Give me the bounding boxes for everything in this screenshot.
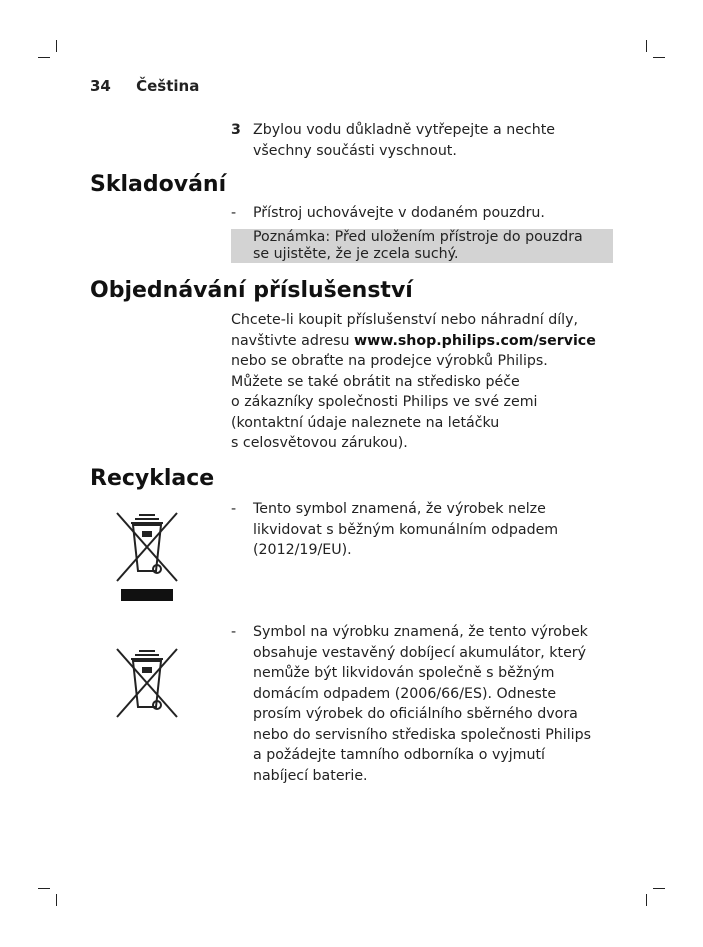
para-line: nebo se obraťte na prodejce výrobků Philips. bbox=[231, 353, 548, 369]
crop-mark bbox=[646, 894, 647, 906]
bullet-line: obsahuje vestavěný dobíjecí akumulátor, který bbox=[253, 644, 587, 661]
crop-mark bbox=[56, 40, 57, 52]
para-line: Můžete se také obrátit na středisko péče bbox=[231, 373, 520, 390]
step-number: 3 bbox=[231, 122, 241, 138]
para-line bbox=[231, 331, 611, 352]
bullet-line: nemůže být likvidován společně s běžným bbox=[253, 665, 555, 681]
para-line: s celosvětovou zárukou). bbox=[231, 435, 408, 451]
note-line: se ujistěte, že je zcela suchý. bbox=[253, 246, 459, 262]
bullet-line: a požádejte tamního odborníka o vyjmutí bbox=[253, 747, 546, 763]
para-line: (kontaktní údaje naleznete na letáčku bbox=[231, 414, 500, 431]
bullet-text: Přístroj uchovávejte v dodaném pouzdru. bbox=[253, 205, 545, 221]
crop-mark bbox=[653, 888, 665, 889]
section-title-recycling: Recyklace bbox=[90, 466, 215, 491]
bullet-dash: - bbox=[231, 205, 237, 221]
step-text-line: Zbylou vodu důkladně vytřepejte a nechte bbox=[253, 122, 556, 138]
para-line-prefix: navštivte adresu bbox=[231, 332, 355, 349]
para-line: Chcete-li koupit příslušenství nebo náhradní díly, bbox=[231, 312, 579, 328]
step-text bbox=[253, 120, 591, 161]
recycling-bullet-1 bbox=[231, 499, 616, 561]
note-box bbox=[231, 229, 613, 263]
bullet-line: nabíjecí baterie. bbox=[253, 767, 368, 784]
bullet-line: Tento symbol znamená, že výrobek nelze bbox=[253, 501, 546, 517]
bullet-line: domácím odpadem (2006/66/ES). Odneste bbox=[253, 685, 557, 702]
weee-bar-icon bbox=[121, 589, 173, 601]
crossed-bin-battery-icon bbox=[113, 645, 181, 721]
para-line: o zákazníky společnosti Philips ve své zemi bbox=[231, 394, 538, 410]
language-label: Čeština bbox=[136, 77, 200, 95]
bullet-dash: - bbox=[231, 501, 237, 517]
crop-mark bbox=[38, 57, 50, 58]
step-3 bbox=[231, 120, 591, 161]
accessories-paragraph bbox=[231, 310, 611, 454]
page-header bbox=[90, 77, 199, 95]
crop-mark bbox=[56, 894, 57, 906]
bullet-line: likvidovat s běžným komunálním odpadem bbox=[253, 521, 559, 538]
recycling-bullet-2 bbox=[231, 622, 616, 786]
bullet-line: Symbol na výrobku znamená, že tento výrobek bbox=[253, 624, 588, 640]
bullet-line: (2012/19/EU). bbox=[253, 542, 352, 558]
crop-mark bbox=[653, 57, 665, 58]
step-text-line: všechny součásti vyschnout. bbox=[253, 142, 457, 159]
bullet-line: nebo do servisního střediska společnosti Philips bbox=[253, 726, 592, 743]
note-line: Poznámka: Před uložením přístroje do pouzdra bbox=[253, 229, 583, 245]
bullet-text bbox=[253, 499, 616, 561]
crop-mark bbox=[646, 40, 647, 52]
bullet-text bbox=[253, 622, 616, 786]
crossed-bin-icon bbox=[113, 509, 181, 585]
page-number: 34 bbox=[90, 77, 111, 95]
section-title-storage: Skladování bbox=[90, 172, 227, 197]
bullet-line: prosím výrobek do oficiálního sběrného dvora bbox=[253, 706, 578, 722]
crop-mark bbox=[38, 888, 50, 889]
shop-url-link[interactable]: www.shop.philips.com/service bbox=[354, 332, 596, 349]
storage-bullet bbox=[231, 203, 616, 224]
bullet-dash: - bbox=[231, 624, 237, 640]
section-title-accessories: Objednávání příslušenství bbox=[90, 278, 413, 303]
